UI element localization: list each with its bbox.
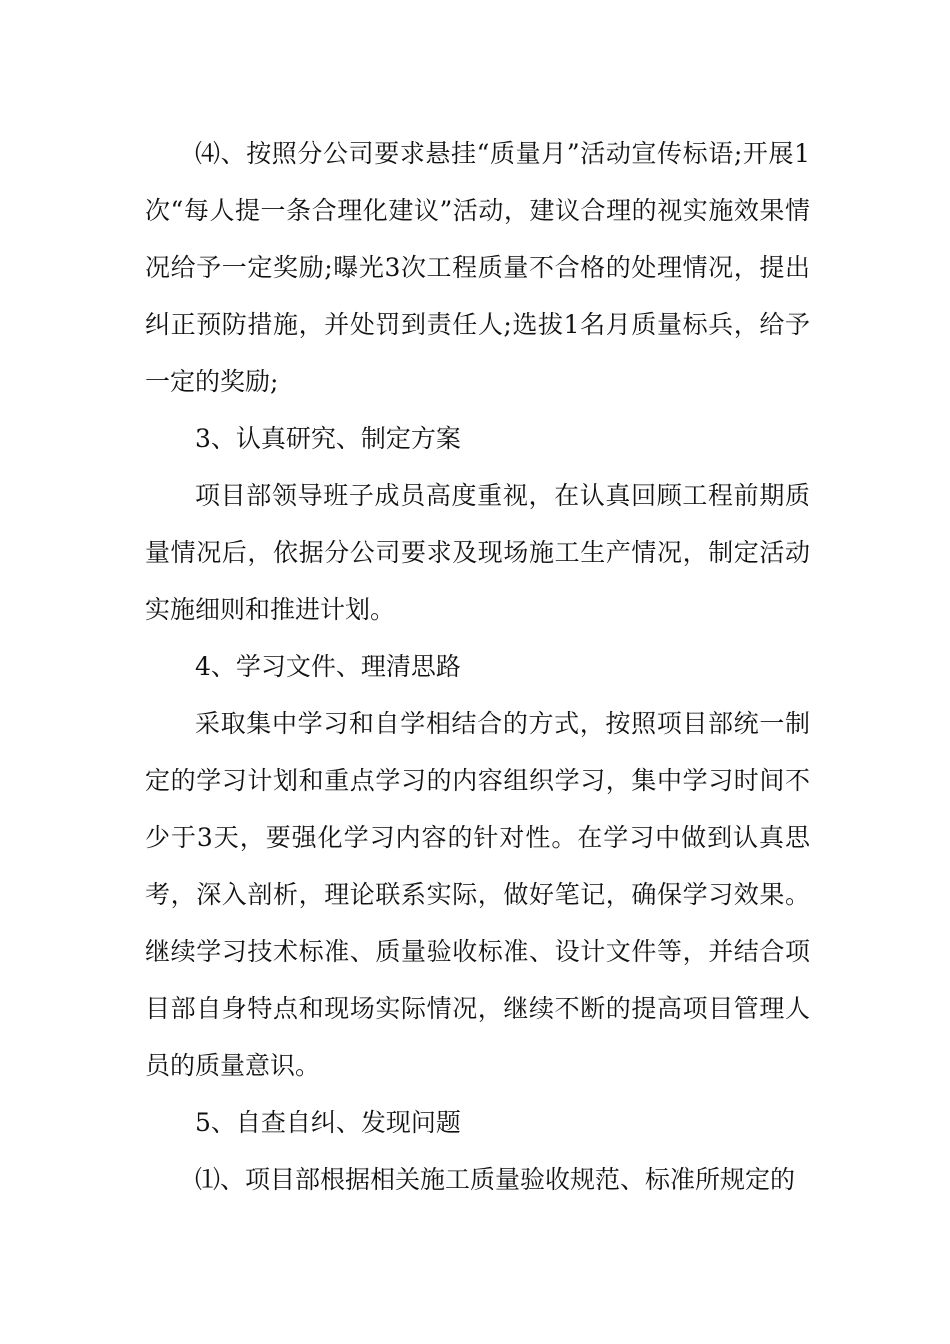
document-body: [145, 125, 810, 1208]
paragraph-activity-items: ⑷、按照分公司要求悬挂“质量月”活动宣传标语;开展1次“每人提一条合理化建议”活动，建议合理的视实施效果情况给予一定奖励;曝光3次工程质量不合格的处理情况，提出纠正预防措施，并处罚到责任人;选拔1名月质量标兵，给予一定的奖励;: [145, 139, 810, 396]
paragraph-leadership: 项目部领导班子成员高度重视，在认真回顾工程前期质量情况后，依据分公司要求及现场施工生产情况，制定活动实施细则和推进计划。: [145, 481, 810, 624]
section-heading-self-inspection: 5、自查自纠、发现问题: [195, 1108, 461, 1137]
paragraph-inspection-start: ⑴、项目部根据相关施工质量验收规范、标准所规定的: [195, 1165, 796, 1194]
paragraph-study-method: 采取集中学习和自学相结合的方式，按照项目部统一制定的学习计划和重点学习的内容组织学习，集中学习时间不少于3天，要强化学习内容的针对性。在学习中做到认真思考，深入剖析，理论联系实际，做好笔记，确保学习效果。继续学习技术标准、质量验收标准、设计文件等，并结合项目部自身特点和现场实际情况，继续不断的提高项目管理人员的质量意识。: [145, 709, 810, 1080]
section-heading-research-plan: 3、认真研究、制定方案: [195, 424, 461, 453]
section-heading-study-documents: 4、学习文件、理清思路: [195, 652, 461, 681]
